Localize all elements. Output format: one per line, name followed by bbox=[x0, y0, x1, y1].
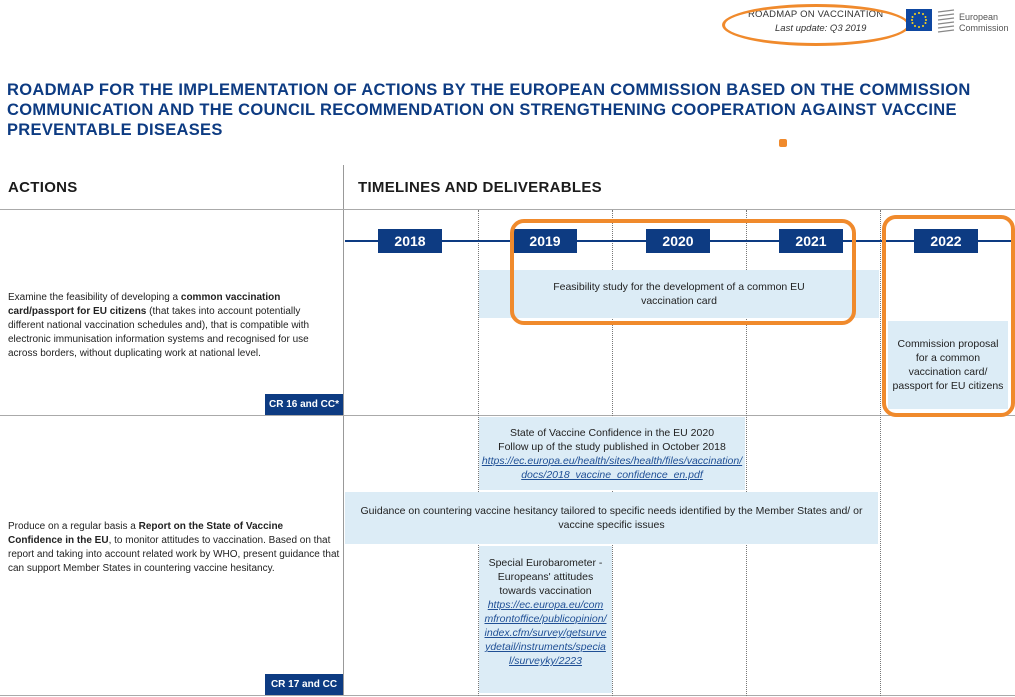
deliverable-feasibility-study: Feasibility study for the development of a common EU vaccination card bbox=[479, 270, 879, 318]
vaccine-confidence-link[interactable]: https://ec.europa.eu/health/sites/health/files/vaccination/docs/2018_vaccine_confidence_en.pdf bbox=[481, 454, 743, 481]
actions-column-header: ACTIONS bbox=[8, 179, 78, 196]
last-update: Last update: Q3 2019 bbox=[775, 23, 867, 34]
highlight-oval bbox=[722, 4, 910, 46]
reference-badge: CR 16 and CC* bbox=[265, 394, 343, 415]
action-description: Examine the feasibility of developing a common vaccination card/passport for EU citizens (that takes into account potentially different national vaccination schedules and), that is compatible with electronic immunisation information systems and recognised for use across borders, without duplicating work at national level. bbox=[8, 292, 310, 359]
commission-logo-icon bbox=[936, 8, 956, 34]
reference-badge: CR 17 and CC bbox=[265, 674, 343, 695]
bottom-divider bbox=[0, 695, 1015, 696]
deliverable-guidance: Guidance on countering vaccine hesitancy tailored to specific needs identified by the Member States and/ or vaccine specific issues bbox=[345, 492, 878, 544]
column-divider bbox=[343, 165, 344, 695]
highlight-box-2022 bbox=[882, 215, 1015, 417]
year-2018: 2018 bbox=[378, 229, 442, 253]
page-title: ROADMAP FOR THE IMPLEMENTATION OF ACTIONS BY THE EUROPEAN COMMISSION BASED ON THE COMMISSION COMMUNICATION AND THE COUNCIL RECOMMENDATION ON STRENGTHENING COOPERATION AGAINST VACCINE PREVENTABLE DISEASES bbox=[7, 81, 971, 139]
commission-name: European Commission bbox=[959, 12, 1009, 33]
year-2019: 2019 bbox=[513, 229, 577, 253]
action-description: Produce on a regular basis a Report on the State of Vaccine Confidence in the EU, to monitor attitudes to vaccination. Based on that report and taking into account related work by WHO, present guidance that can support Member States in countering vaccine hesitancy. bbox=[8, 521, 340, 574]
annotation-dot bbox=[779, 139, 787, 147]
year-2021: 2021 bbox=[779, 229, 843, 253]
highlight-box-2019-2021 bbox=[510, 219, 856, 325]
year-2020: 2020 bbox=[646, 229, 710, 253]
eu-flag-icon bbox=[906, 9, 932, 31]
deliverable-eurobarometer: Special Eurobarometer - Europeans' attitudes towards vaccination https://ec.europa.eu/commfrontoffice/publicopinion/index.cfm/survey/getsurveydetail/instruments/special/surveyky/2223 bbox=[479, 546, 612, 693]
deliverable-commission-proposal: Commission proposal for a common vaccination card/ passport for EU citizens bbox=[888, 321, 1008, 409]
timelines-column-header: TIMELINES AND DELIVERABLES bbox=[358, 179, 602, 196]
eurobarometer-link[interactable]: https://ec.europa.eu/commfrontoffice/publicopinion/index.cfm/survey/getsurveydetail/instruments/special/surveyky/2223 bbox=[484, 599, 607, 667]
year-2022: 2022 bbox=[914, 229, 978, 253]
deliverable-vaccine-confidence: State of Vaccine Confidence in the EU 2020 Follow up of the study published in October 2018 https://ec.europa.eu/health/sites/health/files/vaccination/docs/2018_vaccine_confidence_en.pdf bbox=[479, 417, 745, 490]
row-divider bbox=[0, 415, 1015, 416]
header-divider bbox=[0, 209, 1015, 210]
year-divider bbox=[880, 210, 881, 696]
roadmap-label: ROADMAP ON VACCINATION bbox=[748, 9, 884, 20]
